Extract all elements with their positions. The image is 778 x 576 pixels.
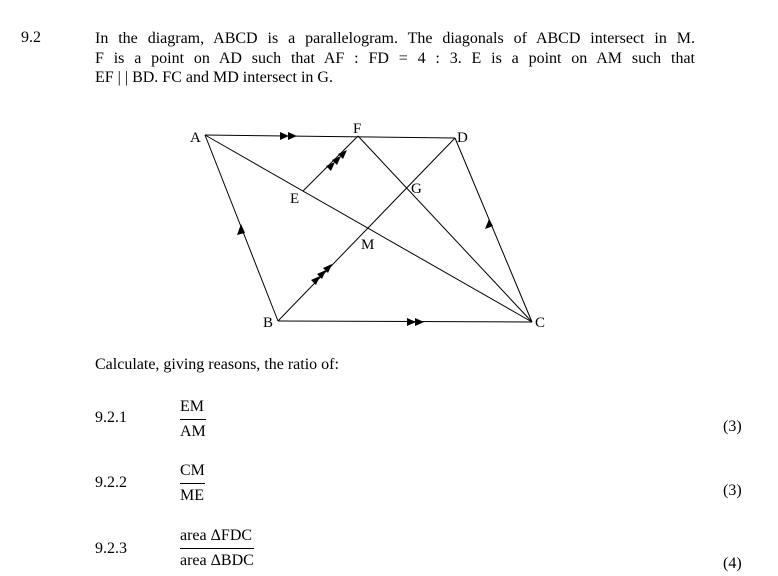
arrow-cd — [485, 219, 493, 229]
marks-1: (3) — [723, 418, 742, 435]
label-b: B — [263, 315, 274, 331]
label-d: D — [457, 130, 468, 146]
label-f: F — [353, 121, 362, 137]
instruction-text: Calculate, giving reasons, the ratio of: — [95, 356, 339, 373]
label-a: A — [190, 130, 201, 146]
fraction-2-denominator: ME — [180, 487, 204, 504]
marks-3: (4) — [723, 555, 742, 572]
fraction-2 — [180, 462, 205, 505]
diagonal-ac — [205, 135, 532, 322]
arrow-bm-1 — [311, 276, 320, 285]
fraction-1 — [180, 398, 206, 441]
arrow-ad-1 — [280, 132, 289, 140]
subquestion-number-1: 9.2.1 — [95, 409, 127, 426]
arrow-ad-2 — [288, 132, 297, 140]
statement-line-2: F is a point on AD such that AF : FD = 4 : 3. E is a point on AM such that — [95, 49, 695, 67]
label-e: E — [290, 191, 300, 207]
segment-ef — [303, 136, 358, 191]
label-c: C — [535, 315, 546, 331]
side-cb — [278, 321, 532, 322]
fraction-1-denominator: AM — [180, 423, 206, 440]
subquestion-number-2: 9.2.2 — [95, 474, 127, 491]
fraction-3 — [180, 527, 254, 570]
fraction-2-numerator: CM — [180, 462, 205, 479]
statement-line-1: In the diagram, ABCD is a parallelogram. The diagonals of ABCD intersect in M. — [95, 30, 695, 47]
segment-fc — [358, 136, 532, 322]
arrow-bc-1 — [407, 318, 416, 326]
subquestion-number-3: 9.2.3 — [95, 540, 127, 557]
question-number: 9.2 — [21, 29, 41, 46]
arrow-bc-2 — [415, 318, 424, 326]
diagonal-bd — [278, 138, 455, 321]
statement-line-3: EF | | BD. FC and MD intersect in G. — [95, 69, 333, 86]
fraction-3-denominator: area ΔBDC — [180, 552, 254, 569]
label-m: M — [361, 237, 375, 253]
side-ad — [205, 135, 455, 138]
side-dc — [455, 138, 532, 322]
marks-2: (3) — [723, 482, 742, 499]
fraction-1-numerator: EM — [180, 398, 204, 415]
label-g: G — [411, 181, 422, 197]
fraction-3-numerator: area ΔFDC — [180, 527, 253, 544]
